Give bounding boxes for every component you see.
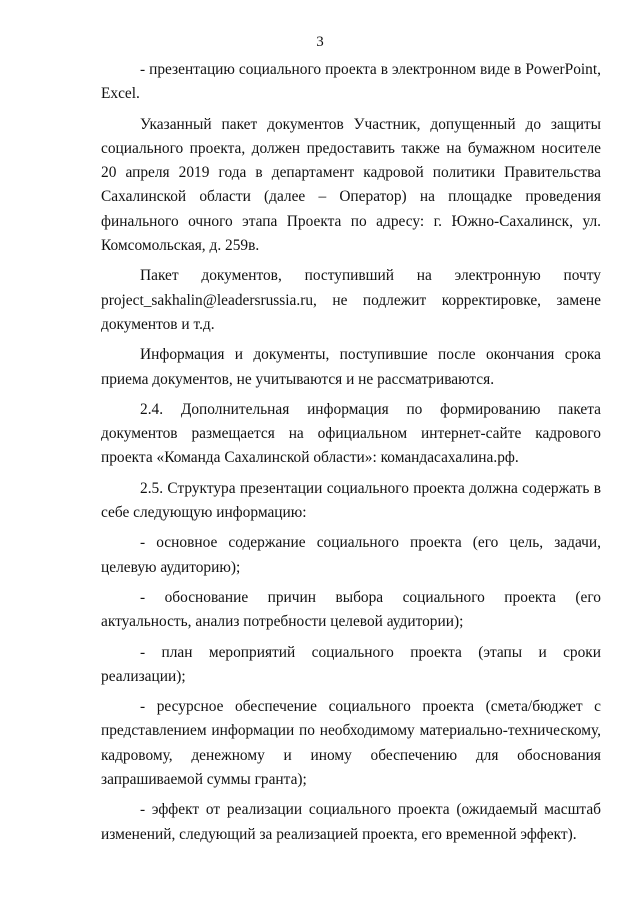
page-number: 3	[316, 34, 324, 50]
paragraph-7: - основное содержание социального проекта (его цель, задачи, целевую аудиторию);	[101, 534, 601, 576]
paragraph-4: Информация и документы, поступившие после окончания срока приема документов, не учитываются и не рассматриваются.	[101, 346, 601, 388]
paragraph-9: - план мероприятий социального проекта (этапы и сроки реализации);	[101, 643, 601, 685]
document-body	[101, 58, 601, 847]
paragraph-8: - обоснование причин выбора социального проекта (его актуальность, анализ потребности целевой аудитории);	[101, 588, 601, 631]
paragraph-5: 2.4. Дополнительная информация по формированию пакета документов размещается на официальном интернет-сайте кадрового проекта «Команда Сахалинской области»: командасахалина.рф.	[101, 400, 601, 467]
paragraph-11: - эффект от реализации социального проекта (ожидаемый масштаб изменений, следующий за реализацией проекта, его временной эффект).	[101, 801, 601, 843]
paragraph-3: Пакет документов, поступивший на электронную почту project_sakhalin@leadersrussia.ru, не подлежит корректировке, замене документов и т.д.	[101, 267, 601, 333]
paragraph-2: Указанный пакет документов Участник, допущенный до защиты социального проекта, должен предоставить также на бумажном носителе 20 апреля 2019 года в департамент кадровой политики Правительства Сахалинской области (далее – Оператор) на площадке проведения финального очного этапа Проекта по адресу: г. Южно-Сахалинск, ул. Комсомольская, д. 259в.	[101, 115, 601, 255]
paragraph-6: 2.5. Структура презентации социального проекта должна содержать в себе следующую информацию:	[101, 479, 601, 522]
paragraph-10: - ресурсное обеспечение социального проекта (смета/бюджет с представлением информации по необходимому материально-техническому, кадровому, денежному и иному обеспечению для обоснования запрашиваемой суммы гранта);	[101, 698, 601, 789]
paragraph-1: - презентацию социального проекта в электронном виде в PowerPoint, Excel.	[101, 61, 601, 103]
